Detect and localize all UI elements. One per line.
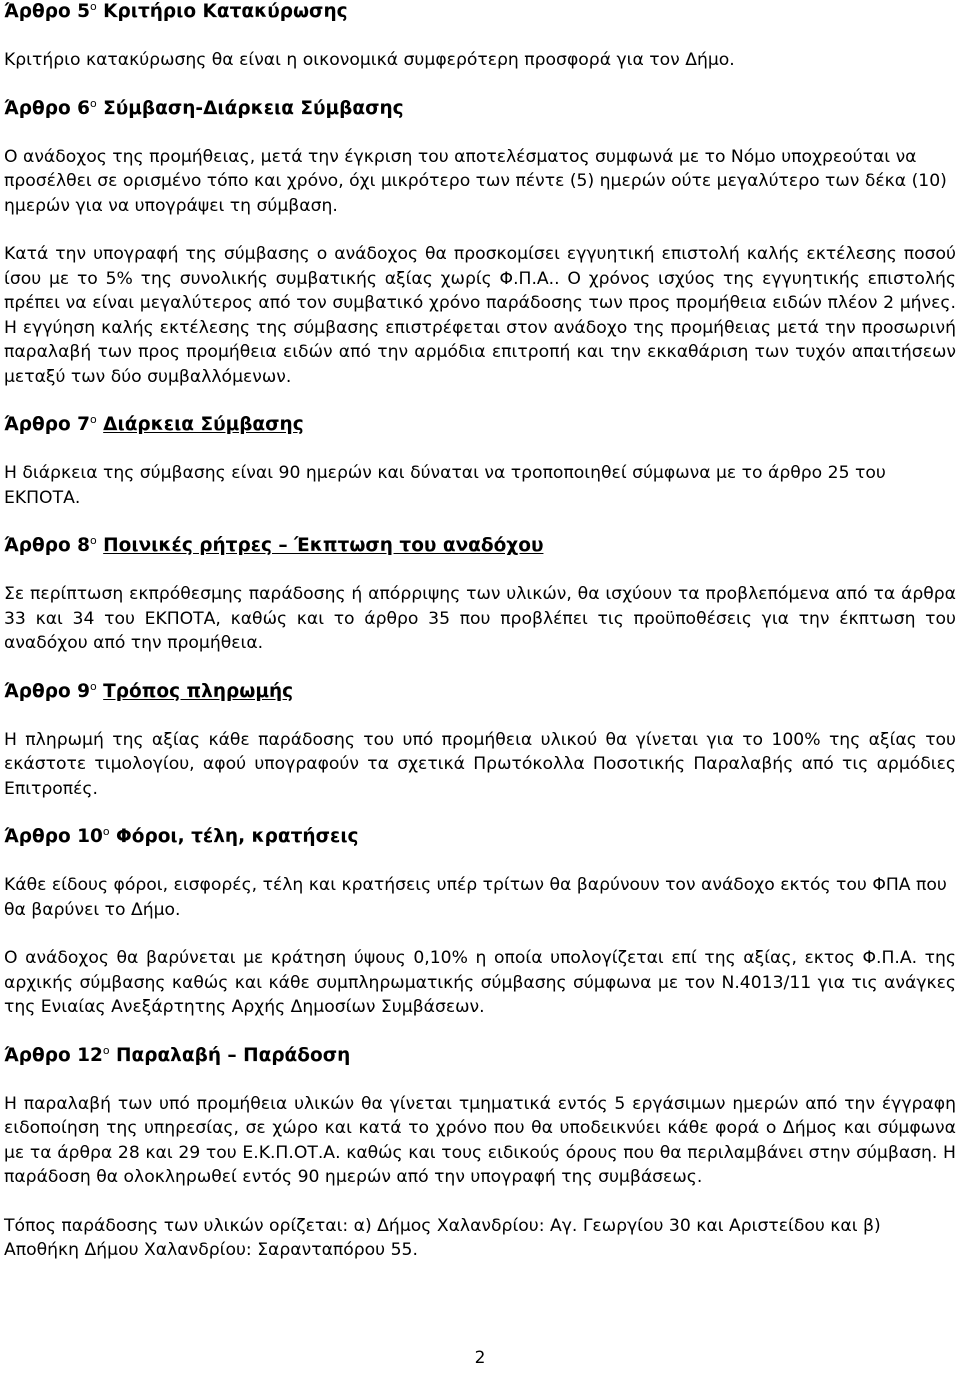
article-number: Άρθρο 8 <box>4 535 90 556</box>
paragraph: Ο ανάδοχος της προμήθειας, μετά την έγκριση του αποτελέσματος συμφωνά με το Νόμο υποχρεούται να προσέλθει σε ορισμένο τόπο και χρόνο, όχι μικρότερο των πέντε (5) ημερών ούτε μεγαλύτερο των δέκα (10) ημερών για να υπογράψει τη σύμβαση. <box>4 146 947 216</box>
article-7 <box>4 413 956 510</box>
paragraph: Η παραλαβή των υπό προμήθεια υλικών θα γίνεται τμηματικά εντός 5 εργάσιμων ημερών από την έγγραφη ειδοποίηση της υπηρεσίας, σε χώρο και κατά το χρόνο που θα υποδεικνύει κάθε φορά ο Δήμος και σύμφωνα με τα άρθρα 28 και 29 του Ε.Κ.Π.ΟΤ.Α. καθώς και τους ειδικούς όρους που θα περιλαμβάνει στην σύμβαση. Η παράδοση θα ολοκληρωθεί εντός 90 ημερών από την υπογραφή της συμβάσεως. <box>4 1093 956 1187</box>
paragraph: Κάθε είδους φόροι, εισφορές, τέλη και κρατήσεις υπέρ τρίτων θα βαρύνουν τον ανάδοχο εκτός του ΦΠΑ που θα βαρύνει το Δήμο. <box>4 875 947 920</box>
article-heading <box>4 680 956 704</box>
ordinal-superscript: ο <box>89 679 97 693</box>
article-heading <box>4 825 956 849</box>
article-10 <box>4 825 956 1020</box>
paragraph: Κατά την υπογραφή της σύμβασης ο ανάδοχος θα προσκομίσει εγγυητική επιστολή καλής εκτέλεσης ποσού ίσου με το 5% της συνολικής συμβατικής αξίας χωρίς Φ.Π.Α.. Ο χρόνος ισχύος της εγγυητικής επιστολής πρέπει να είναι μεγαλύτερος από τον συμβατικό χρόνο παράδοσης των προς προμήθεια ειδών πλέον 2 μήνες. Η εγγύηση καλής εκτέλεσης της σύμβασης επιστρέφεται στον ανάδοχο της προμήθειας μετά την προσωρινή παραλαβή των προς προμήθεια ειδών από την αρμόδια επιτροπή και την εκκαθάριση των τυχόν απαιτήσεων μεταξύ των δύο συμβαλλόμενων. <box>4 244 956 387</box>
article-title: Παραλαβή – Παράδοση <box>109 1044 351 1066</box>
article-number: Άρθρο 10 <box>4 826 103 847</box>
article-title: Φόροι, τέλη, κρατήσεις <box>109 826 359 847</box>
article-12 <box>4 1044 956 1263</box>
article-8 <box>4 534 956 656</box>
article-title-underlined: Τρόπος πληρωμής <box>103 680 294 702</box>
document-body <box>4 0 956 1263</box>
article-heading <box>4 0 956 24</box>
ordinal-superscript: ο <box>102 825 110 838</box>
article-9 <box>4 680 956 802</box>
article-heading <box>4 413 956 437</box>
paragraph: Σε περίπτωση εκπρόθεσμης παράδοσης ή απόρριψης των υλικών, θα ισχύουν τα προβλεπόμενα από τα άρθρα 33 και 34 του ΕΚΠΟΤΑ, καθώς και το άρθρο 35 που προβλέπει τις προϋποθέσεις για την έκπτωση του αναδόχου από την προμήθεια. <box>4 584 956 653</box>
ordinal-superscript: ο <box>102 1043 110 1057</box>
ordinal-superscript: ο <box>89 413 97 426</box>
article-number: Άρθρο 9 <box>4 680 90 702</box>
ordinal-superscript: ο <box>89 0 97 13</box>
article-title-underlined: Διάρκεια Σύμβασης <box>103 414 304 435</box>
paragraph: Η πληρωμή της αξίας κάθε παράδοσης του υπό προμήθεια υλικού θα γίνεται για το 100% της αξίας του εκάστοτε τιμολογίου, αφού υπογραφούν τα σχετικά Πρωτόκολλα Ποσοτικής Παραλαβής από τις αρμόδιες Επιτροπές. <box>4 729 956 799</box>
article-number: Άρθρο 12 <box>4 1044 103 1066</box>
page-number: 2 <box>474 1348 486 1368</box>
article-number: Άρθρο 6 <box>4 97 90 119</box>
ordinal-superscript: ο <box>89 96 97 110</box>
article-title: Σύμβαση-Διάρκεια Σύμβασης <box>96 97 404 119</box>
article-number: Άρθρο 5 <box>4 1 90 22</box>
article-5 <box>4 0 956 73</box>
paragraph: Η διάρκεια της σύμβασης είναι 90 ημερών και δύναται να τροποποιηθεί σύμφωνα με το άρθρο 25 του ΕΚΠΟΤΑ. <box>4 463 886 508</box>
paragraph: Τόπος παράδοσης των υλικών ορίζεται: α) Δήμος Χαλανδρίου: Αγ. Γεωργίου 30 και Αριστείδου και β) Αποθήκη Δήμου Χαλανδρίου: Σαρανταπόρου 55. <box>4 1215 881 1260</box>
article-heading <box>4 97 956 121</box>
article-number: Άρθρο 7 <box>4 414 90 435</box>
ordinal-superscript: ο <box>89 534 97 547</box>
paragraph: Ο ανάδοχος θα βαρύνεται με κράτηση ύψους 0,10% η οποία υπολογίζεται επί της αξίας, εκτος Φ.Π.Α. της αρχικής σύμβασης καθώς και κάθε συμπληρωματικής σύμβασης σύμφωνα με τον Ν.4013/11 για τις ανάγκες της Ενιαίας Ανεξάρτητης Αρχής Δημοσίων Συμβάσεων. <box>4 948 956 1017</box>
paragraph: Κριτήριο κατακύρωσης θα είναι η οικονομικά συμφερότερη προσφορά για τον Δήμο. <box>4 50 735 70</box>
article-6 <box>4 97 956 390</box>
article-heading <box>4 534 956 558</box>
article-title: Κριτήριο Κατακύρωσης <box>96 1 348 22</box>
article-heading <box>4 1044 956 1068</box>
article-title-underlined: Ποινικές ρήτρες – Έκπτωση του αναδόχου <box>103 535 544 556</box>
